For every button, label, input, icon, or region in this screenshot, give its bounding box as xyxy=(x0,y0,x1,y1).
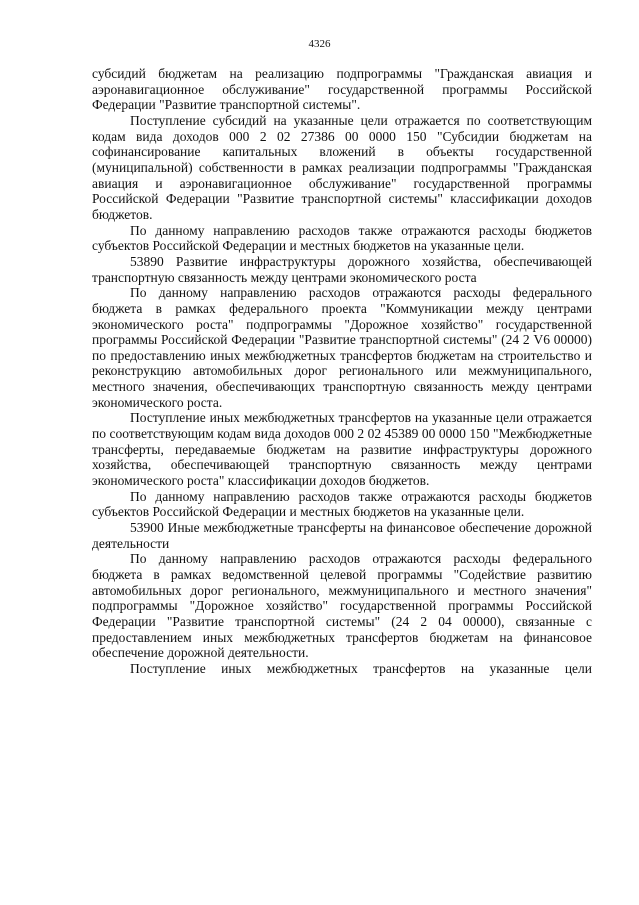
paragraph-53890-income-codes: Поступление иных межбюджетных трансфертов на указанные цели отражается по соответствующим кодам вида доходов 000 2 02 45389 00 0000 150 "Межбюджетные трансферты, передаваемые бюджетам на развитие инфраструктуры дорожного хозяйства, обеспечивающей транспортную связанность между центрами экономического роста" классификации доходов бюджетов. xyxy=(92,410,592,489)
paragraph-53900-income-codes-start: Поступление иных межбюджетных трансфертов на указанные цели xyxy=(130,660,592,676)
paragraph-regional-budgets-note-2: По данному направлению расходов также отражаются расходы бюджетов субъектов Российской Федерации и местных бюджетов на указанные цели. xyxy=(92,488,592,520)
paragraph-heading-53890: 53890 Развитие инфраструктуры дорожного хозяйства, обеспечивающей транспортную связанность между центрами экономического роста xyxy=(92,253,592,285)
paragraph-53900-description: По данному направлению расходов отражаются расходы федерального бюджета в рамках ведомственной целевой программы "Содействие развитию автомобильных дорог регионального, межмуниципального и местного значения" подпрограммы "Дорожное хозяйство" государственной программы Российской Федерации "Развитие транспортной системы" (24 2 04 00000), связанные с предоставлением иных межбюджетных трансфертов бюджетам на финансовое обеспечение дорожной деятельности. xyxy=(92,551,592,661)
page-number: 4326 xyxy=(308,38,331,50)
paragraph-heading-53900: 53900 Иные межбюджетные трансферты на финансовое обеспечение дорожной деятельности xyxy=(92,520,592,551)
paragraph-53890-description: По данному направлению расходов отражаются расходы федерального бюджета в рамках федерального проекта "Коммуникации между центрами экономического роста" подпрограммы "Дорожное хозяйство" государственной программы Российской Федерации "Развитие транспортной системы" (24 2 V6 00000) по предоставлению иных межбюджетных трансфертов бюджетам на строительство и реконструкцию автомобильных дорог регионального или межмуниципального, местного значения, обеспечивающих транспортную связанность между центрами экономического роста. xyxy=(92,285,592,410)
paragraph-regional-budgets-note: По данному направлению расходов также отражаются расходы бюджетов субъектов Российской Федерации и местных бюджетов на указанные цели. xyxy=(92,222,592,254)
document-body xyxy=(92,66,592,677)
paragraph-subsidies-continuation: субсидий бюджетам на реализацию подпрограммы "Гражданская авиация и аэронавигационное обслуживание" государственной программы Российской Федерации "Развитие транспортной системы". xyxy=(92,66,592,113)
paragraph-subsidies-income-codes: Поступление субсидий на указанные цели отражается по соответствующим кодам вида доходов 000 2 02 27386 00 0000 150 "Субсидии бюджетам на софинансирование капитальных вложений в объекты государственной (муниципальной) собственности в рамках реализации подпрограммы "Гражданская авиация и аэронавигационное обслуживание" государственной программы Российской Федерации "Развитие транспортной системы" классификации доходов бюджетов. xyxy=(92,112,592,222)
